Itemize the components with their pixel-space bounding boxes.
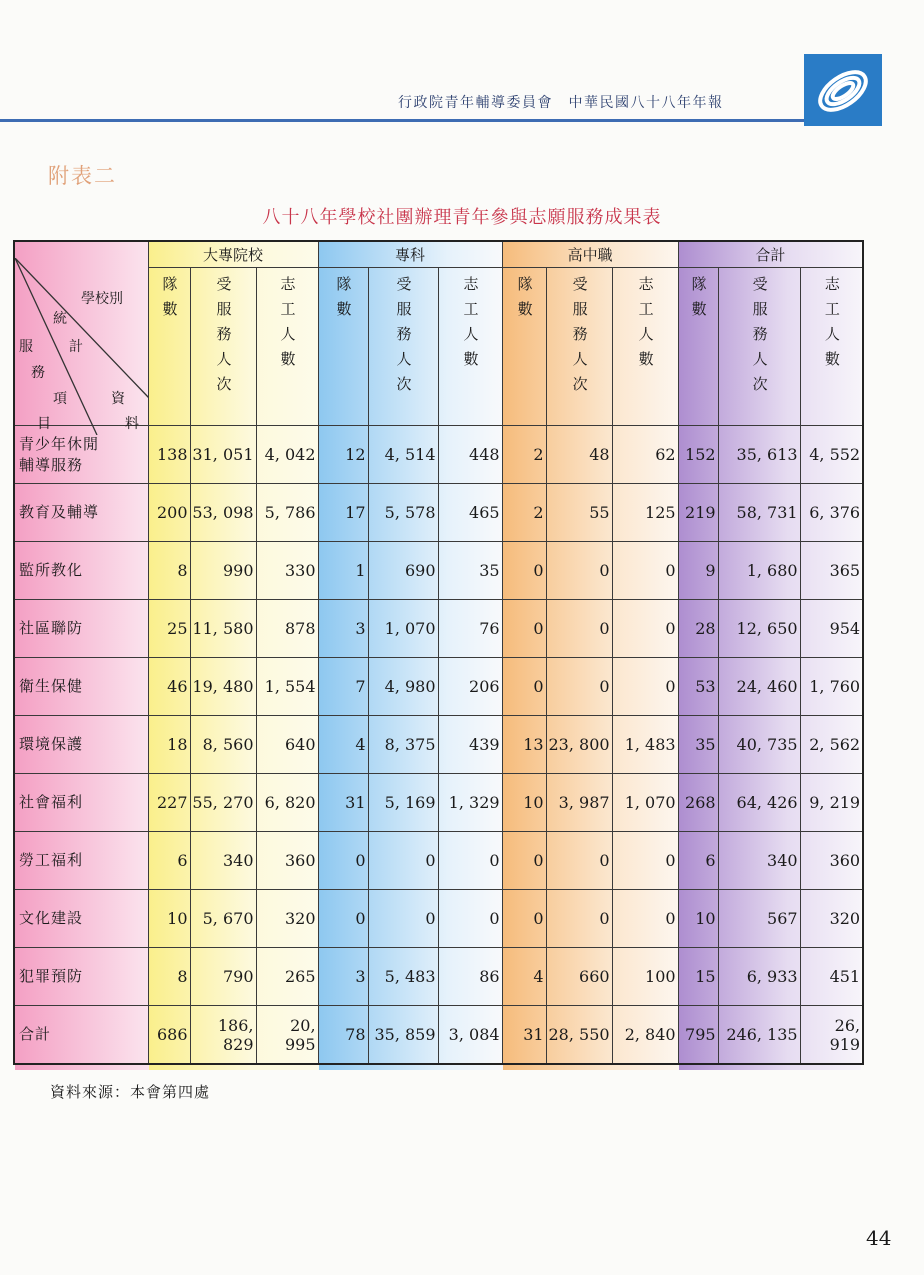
table-cell: 365 — [800, 542, 863, 600]
table-cell: 2, 562 — [800, 716, 863, 774]
row-label: 教育及輔導 — [14, 484, 148, 542]
table-cell: 62 — [612, 426, 678, 484]
table-cell: 15 — [678, 948, 718, 1006]
rings-logo-icon — [804, 54, 882, 126]
col-header-label: 隊數 — [689, 276, 708, 326]
col-header-volunteers — [256, 268, 318, 426]
table-cell: 152 — [678, 426, 718, 484]
col-header-volunteers — [612, 268, 678, 426]
table-cell: 20, 995 — [256, 1006, 318, 1065]
table-cell: 48 — [546, 426, 612, 484]
table-cell: 0 — [612, 600, 678, 658]
table-cell: 28 — [678, 600, 718, 658]
table-cell: 1, 483 — [612, 716, 678, 774]
table-cell: 23, 800 — [546, 716, 612, 774]
row-label: 監所教化 — [14, 542, 148, 600]
group-header-high-school: 高中職 — [502, 241, 678, 268]
col-header-label: 志工人數 — [636, 276, 655, 376]
table-row — [14, 1006, 863, 1065]
table-cell: 0 — [318, 832, 368, 890]
table-cell: 10 — [678, 890, 718, 948]
table-cell: 0 — [502, 542, 546, 600]
table-cell: 1, 070 — [612, 774, 678, 832]
table-cell: 46 — [148, 658, 190, 716]
table-cell: 360 — [256, 832, 318, 890]
table-cell: 4 — [318, 716, 368, 774]
group-header-university: 大專院校 — [148, 241, 318, 268]
table-row — [14, 716, 863, 774]
table-cell: 12, 650 — [718, 600, 800, 658]
table-cell: 26, 919 — [800, 1006, 863, 1065]
table-cell: 31 — [502, 1006, 546, 1065]
col-header-teams — [148, 268, 190, 426]
table-cell: 1 — [318, 542, 368, 600]
table-cell: 8, 375 — [368, 716, 438, 774]
table-cell: 86 — [438, 948, 502, 1006]
table-cell: 4, 980 — [368, 658, 438, 716]
table-cell: 7 — [318, 658, 368, 716]
col-header-label: 隊數 — [160, 276, 179, 326]
table-cell: 25 — [148, 600, 190, 658]
table-cell: 0 — [368, 890, 438, 948]
table-cell: 35 — [438, 542, 502, 600]
table-cell: 6, 933 — [718, 948, 800, 1006]
table-cell: 451 — [800, 948, 863, 1006]
table-cell: 0 — [368, 832, 438, 890]
table-cell: 320 — [256, 890, 318, 948]
col-header-label: 受服務人次 — [750, 276, 769, 401]
table-cell: 0 — [612, 832, 678, 890]
table-title: 八十八年學校社團辦理青年參與志願服務成果表 — [262, 207, 662, 228]
corner-school-label: 學校別 — [81, 291, 123, 307]
table-cell: 5, 169 — [368, 774, 438, 832]
table-cell: 439 — [438, 716, 502, 774]
col-header-label: 隊數 — [515, 276, 534, 326]
col-header-served — [190, 268, 256, 426]
table-cell: 8 — [148, 948, 190, 1006]
table-cell: 55, 270 — [190, 774, 256, 832]
table-cell: 2, 840 — [612, 1006, 678, 1065]
table-cell: 8 — [148, 542, 190, 600]
corner-xiang-label: 項 — [53, 391, 67, 407]
table-cell: 8, 560 — [190, 716, 256, 774]
table-cell: 5, 483 — [368, 948, 438, 1006]
table-cell: 138 — [148, 426, 190, 484]
table-cell: 10 — [148, 890, 190, 948]
table-cell: 6, 820 — [256, 774, 318, 832]
header-rule — [0, 119, 804, 122]
table-cell: 268 — [678, 774, 718, 832]
table-cell: 200 — [148, 484, 190, 542]
table-cell: 0 — [502, 832, 546, 890]
col-header-label: 受服務人次 — [394, 276, 413, 401]
table-cell: 4 — [502, 948, 546, 1006]
table-cell: 100 — [612, 948, 678, 1006]
table-cell: 40, 735 — [718, 716, 800, 774]
table-cell: 24, 460 — [718, 658, 800, 716]
table-cell: 6, 376 — [800, 484, 863, 542]
table-cell: 320 — [800, 890, 863, 948]
table-cell: 3, 987 — [546, 774, 612, 832]
table-cell: 1, 554 — [256, 658, 318, 716]
table-cell: 0 — [546, 600, 612, 658]
group-header-total: 合計 — [678, 241, 863, 268]
table-cell: 1, 070 — [368, 600, 438, 658]
col-header-teams — [678, 268, 718, 426]
table-cell: 0 — [502, 658, 546, 716]
corner-wu-label: 務 — [31, 365, 45, 381]
col-header-teams — [318, 268, 368, 426]
table-cell: 2 — [502, 484, 546, 542]
table-cell: 76 — [438, 600, 502, 658]
row-label: 合計 — [14, 1006, 148, 1065]
group-header-junior-college: 專科 — [318, 241, 502, 268]
table-cell: 206 — [438, 658, 502, 716]
table-cell: 5, 578 — [368, 484, 438, 542]
table-cell: 31 — [318, 774, 368, 832]
row-label: 環境保護 — [14, 716, 148, 774]
page-number: 44 — [866, 1226, 892, 1250]
table-cell: 686 — [148, 1006, 190, 1065]
table-cell: 340 — [190, 832, 256, 890]
table-cell: 1, 760 — [800, 658, 863, 716]
table-cell: 878 — [256, 600, 318, 658]
col-header-label: 受服務人次 — [570, 276, 589, 401]
row-label: 犯罪預防 — [14, 948, 148, 1006]
table-row — [14, 832, 863, 890]
results-table — [13, 240, 864, 1065]
col-header-label: 受服務人次 — [214, 276, 233, 401]
table-cell: 0 — [546, 890, 612, 948]
table-cell: 0 — [612, 890, 678, 948]
table-cell: 64, 426 — [718, 774, 800, 832]
table-cell: 19, 480 — [190, 658, 256, 716]
table-cell: 31, 051 — [190, 426, 256, 484]
row-label: 衛生保健 — [14, 658, 148, 716]
table-cell: 954 — [800, 600, 863, 658]
table-cell: 227 — [148, 774, 190, 832]
corner-stat-label: 統 — [53, 311, 67, 327]
report-header: 行政院青年輔導委員會 中華民國八十八年年報 — [398, 95, 724, 111]
table-cell: 186, 829 — [190, 1006, 256, 1065]
table-cell: 4, 514 — [368, 426, 438, 484]
col-header-served — [718, 268, 800, 426]
table-cell: 1, 329 — [438, 774, 502, 832]
col-header-label: 志工人數 — [461, 276, 480, 376]
table-cell: 53, 098 — [190, 484, 256, 542]
table-cell: 78 — [318, 1006, 368, 1065]
col-header-teams — [502, 268, 546, 426]
table-cell: 35 — [678, 716, 718, 774]
col-header-served — [368, 268, 438, 426]
table-cell: 0 — [318, 890, 368, 948]
table-cell: 0 — [612, 658, 678, 716]
table-cell: 219 — [678, 484, 718, 542]
table-cell: 125 — [612, 484, 678, 542]
table-cell: 360 — [800, 832, 863, 890]
row-label: 社區聯防 — [14, 600, 148, 658]
table-cell: 795 — [678, 1006, 718, 1065]
table-cell: 3, 084 — [438, 1006, 502, 1065]
row-label: 文化建設 — [14, 890, 148, 948]
table-row — [14, 600, 863, 658]
table-cell: 18 — [148, 716, 190, 774]
table-cell: 6 — [148, 832, 190, 890]
table-cell: 58, 731 — [718, 484, 800, 542]
table-cell: 448 — [438, 426, 502, 484]
table-cell: 0 — [546, 832, 612, 890]
table-cell: 3 — [318, 600, 368, 658]
table-cell: 0 — [546, 542, 612, 600]
table-cell: 660 — [546, 948, 612, 1006]
table-cell: 690 — [368, 542, 438, 600]
table-cell: 5, 786 — [256, 484, 318, 542]
corner-header — [14, 241, 148, 432]
col-header-volunteers — [438, 268, 502, 426]
table-cell: 3 — [318, 948, 368, 1006]
table-cell: 330 — [256, 542, 318, 600]
table-cell: 990 — [190, 542, 256, 600]
table-cell: 4, 042 — [256, 426, 318, 484]
col-header-volunteers — [800, 268, 863, 426]
corner-mu-label: 目 — [37, 416, 51, 432]
row-label: 青少年休閒輔導服務 — [14, 426, 148, 484]
table-cell: 13 — [502, 716, 546, 774]
table-cell: 1, 680 — [718, 542, 800, 600]
col-header-label: 志工人數 — [278, 276, 297, 376]
table-cell: 2 — [502, 426, 546, 484]
table-cell: 9 — [678, 542, 718, 600]
table-cell: 17 — [318, 484, 368, 542]
table-cell: 55 — [546, 484, 612, 542]
table-row — [14, 542, 863, 600]
corner-ji-label: 計 — [69, 339, 83, 355]
table-cell: 10 — [502, 774, 546, 832]
table-cell: 340 — [718, 832, 800, 890]
table-cell: 9, 219 — [800, 774, 863, 832]
table-cell: 53 — [678, 658, 718, 716]
table-cell: 28, 550 — [546, 1006, 612, 1065]
corner-fu-label: 服 — [19, 339, 33, 355]
table-cell: 35, 859 — [368, 1006, 438, 1065]
col-header-label: 隊數 — [334, 276, 353, 326]
appendix-label: 附表二 — [48, 164, 117, 188]
table-cell: 35, 613 — [718, 426, 800, 484]
row-label: 社會福利 — [14, 774, 148, 832]
corner-zi-label: 資 — [111, 391, 125, 407]
table-cell: 0 — [502, 890, 546, 948]
table-cell: 465 — [438, 484, 502, 542]
row-label: 勞工福利 — [14, 832, 148, 890]
table-cell: 246, 135 — [718, 1006, 800, 1065]
col-header-label: 志工人數 — [822, 276, 841, 376]
table-row — [14, 658, 863, 716]
col-header-served — [546, 268, 612, 426]
table-cell: 4, 552 — [800, 426, 863, 484]
table-row — [14, 948, 863, 1006]
table-cell: 0 — [438, 890, 502, 948]
table-row — [14, 484, 863, 542]
table-cell: 790 — [190, 948, 256, 1006]
table-cell: 5, 670 — [190, 890, 256, 948]
table-cell: 265 — [256, 948, 318, 1006]
table-cell: 0 — [546, 658, 612, 716]
table-row — [14, 774, 863, 832]
table-row — [14, 890, 863, 948]
table-cell: 0 — [612, 542, 678, 600]
table-cell: 11, 580 — [190, 600, 256, 658]
table-cell: 0 — [502, 600, 546, 658]
table-cell: 0 — [438, 832, 502, 890]
table-cell: 6 — [678, 832, 718, 890]
table-cell: 567 — [718, 890, 800, 948]
table-cell: 640 — [256, 716, 318, 774]
corner-liao-label: 料 — [125, 416, 139, 432]
table-cell: 12 — [318, 426, 368, 484]
data-source-note: 資料來源：本會第四處 — [50, 1083, 211, 1101]
